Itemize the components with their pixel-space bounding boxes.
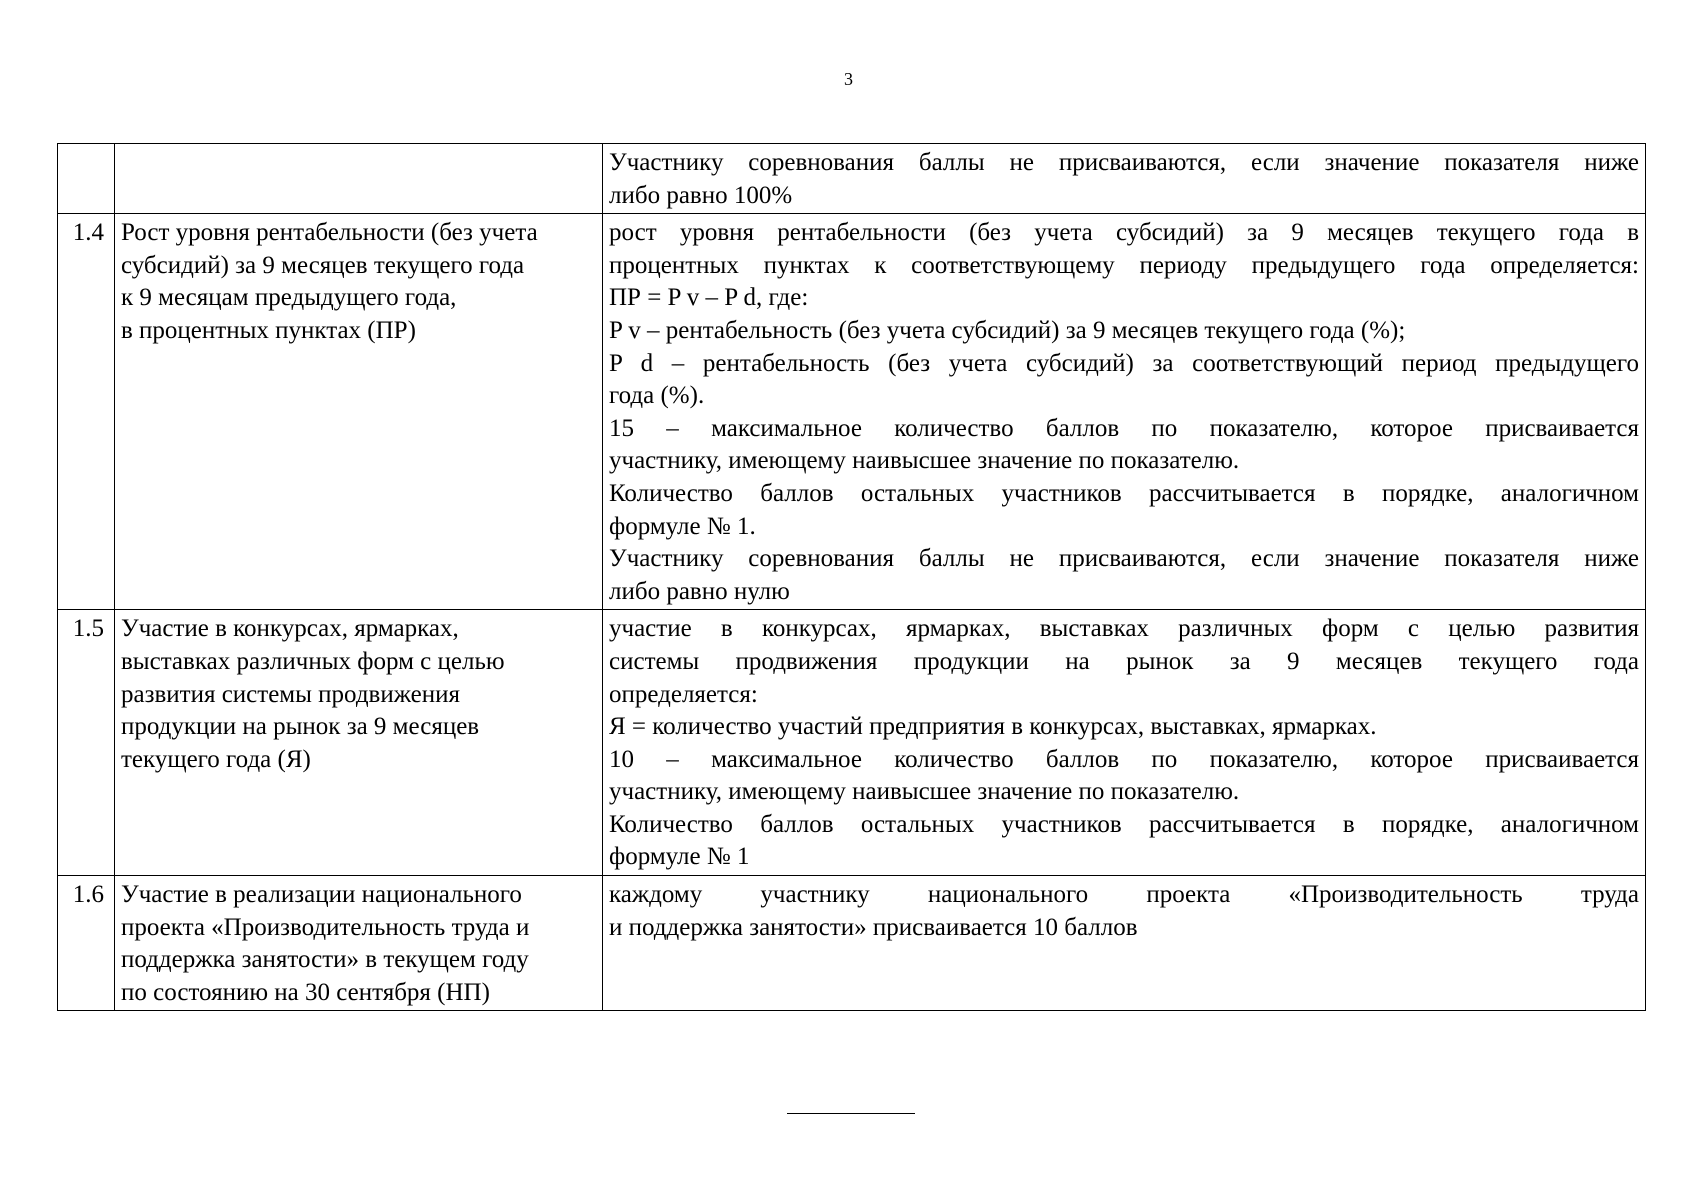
indicator-description-cell — [603, 144, 1646, 214]
description-line: формуле № 1 — [609, 843, 750, 871]
row-number-cell: 1.4 — [58, 214, 115, 610]
description-line: определяется: — [609, 680, 758, 708]
indicator-name-cell — [115, 876, 603, 1011]
indicator-name-line: в процентных пунктах (ПР) — [121, 316, 416, 344]
indicator-description-cell — [603, 610, 1646, 876]
description-line: года (%). — [609, 382, 705, 410]
indicator-name-line: выставках различных форм с целью — [121, 647, 505, 675]
indicator-name-cell — [115, 144, 603, 214]
indicator-description-cell — [603, 876, 1646, 1011]
criteria-table-body — [58, 144, 1646, 1011]
description-line: Участнику соревнования баллы не присваиваются, если значение показателя ниже — [609, 149, 1639, 176]
indicator-name-line: проекта «Производительность труда и — [121, 913, 530, 941]
criteria-table — [57, 143, 1646, 1011]
indicator-name-line: Участие в конкурсах, ярмарках, — [121, 615, 459, 643]
description-line: процентных пунктах к соответствующему периоду предыдущего года определяется: — [609, 251, 1639, 279]
description-line: Участнику соревнования баллы не присваиваются, если значение показателя ниже — [609, 545, 1639, 573]
indicator-name-line: по состоянию на 30 сентября (НП) — [121, 978, 490, 1006]
row-number-cell: 1.5 — [58, 610, 115, 876]
indicator-name-line: Участие в реализации национального — [121, 881, 522, 909]
table-row — [58, 876, 1646, 1011]
description-line: 15 – максимальное количество баллов по показателю, которое присваивается — [609, 414, 1639, 442]
description-line: 10 – максимальное количество баллов по показателю, которое присваивается — [609, 745, 1639, 773]
indicator-name-line: Рост уровня рентабельности (без учета — [121, 219, 538, 247]
indicator-name-line: развития системы продвижения — [121, 680, 461, 708]
description-line: каждому участнику национального проекта «Производительность труда — [609, 881, 1639, 909]
description-line: либо равно 100% — [609, 181, 793, 209]
table-row — [58, 214, 1646, 610]
indicator-name-cell — [115, 610, 603, 876]
row-number-cell: 1.6 — [58, 876, 115, 1011]
description-line: P d – рентабельность (без учета субсидий) за соответствующий период предыдущего — [609, 349, 1639, 377]
description-line: участнику, имеющему наивысшее значение по показателю. — [609, 778, 1240, 806]
indicator-name-line: текущего года (Я) — [121, 745, 311, 773]
table-row — [58, 610, 1646, 876]
description-line: участие в конкурсах, ярмарках, выставках различных форм с целью развития — [609, 615, 1639, 643]
description-line: рост уровня рентабельности (без учета субсидий) за 9 месяцев текущего года в — [609, 219, 1639, 247]
description-line: и поддержка занятости» присваивается 10 баллов — [609, 913, 1138, 941]
description-line: участнику, имеющему наивысшее значение по показателю. — [609, 447, 1240, 475]
indicator-name-cell — [115, 214, 603, 610]
end-of-document-rule — [787, 1113, 915, 1114]
table-row — [58, 144, 1646, 214]
description-line: Количество баллов остальных участников рассчитывается в порядке, аналогичном — [609, 479, 1639, 507]
description-line: системы продвижения продукции на рынок за 9 месяцев текущего года — [609, 647, 1639, 675]
description-line: либо равно нулю — [609, 577, 790, 605]
description-line: ПР = P v – P d, где: — [609, 284, 809, 312]
description-line: P v – рентабельность (без учета субсидий) за 9 месяцев текущего года (%); — [609, 316, 1406, 344]
indicator-name-line: поддержка занятости» в текущем году — [121, 946, 529, 974]
indicator-name-line: продукции на рынок за 9 месяцев — [121, 713, 480, 741]
description-line: Я = количество участий предприятия в конкурсах, выставках, ярмарках. — [609, 713, 1377, 741]
indicator-name-line: субсидий) за 9 месяцев текущего года — [121, 251, 525, 279]
page-number: 3 — [844, 69, 853, 89]
indicator-description-cell — [603, 214, 1646, 610]
indicator-name-line: к 9 месяцам предыдущего года, — [121, 284, 457, 312]
row-number-cell — [58, 144, 115, 214]
description-line: формуле № 1. — [609, 512, 756, 540]
description-line: Количество баллов остальных участников рассчитывается в порядке, аналогичном — [609, 810, 1639, 838]
